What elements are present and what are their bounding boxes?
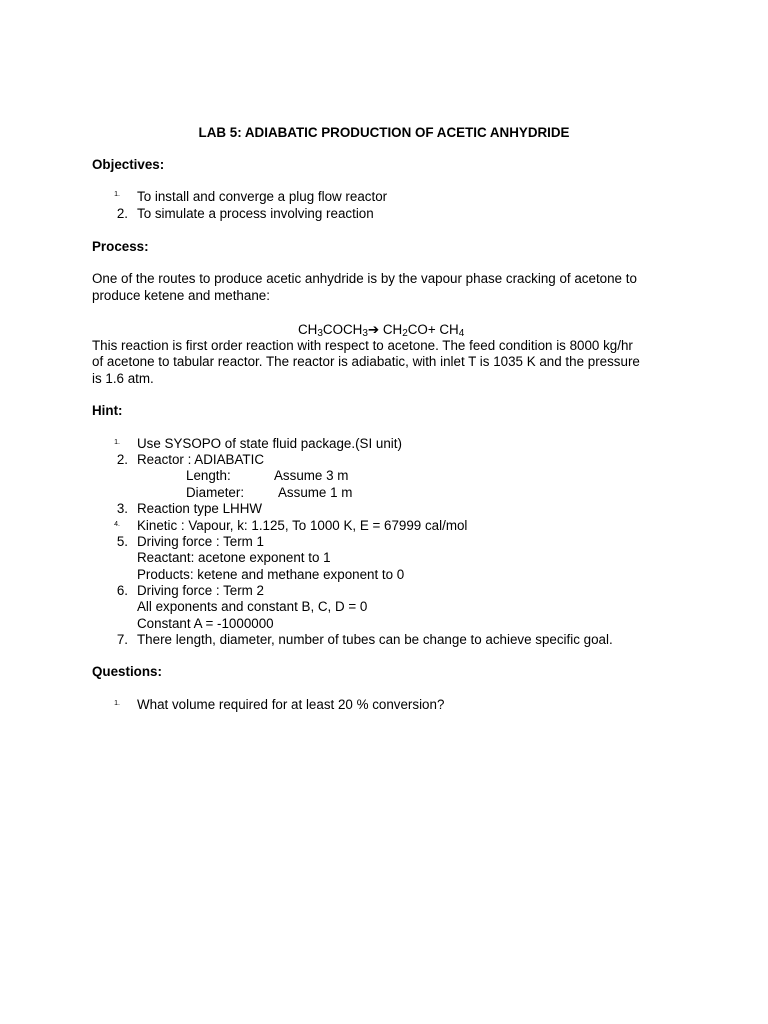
hint-item-1-text: Use SYSOPO of state fluid package.(SI unit) <box>137 436 402 451</box>
hint-item-4-number: 4. <box>114 521 120 528</box>
reactor-diameter-label: Diameter: <box>186 485 245 500</box>
hint-item-6-number: 6. <box>116 583 128 598</box>
objectives-item-2-number: 2. <box>116 206 128 221</box>
questions-item-1-text: What volume required for at least 20 % conversion? <box>137 697 445 712</box>
hint-item-3-text: Reaction type LHHW <box>137 501 263 516</box>
objectives-item-1-text: To install and converge a plug flow reactor <box>137 189 388 204</box>
questions-heading: Questions: <box>92 664 162 679</box>
questions-item-1-number: 1. <box>114 700 120 707</box>
reaction-equation: $CH_3COCH_3➔$ $CH_2CO+ CH_4$ <box>298 322 465 339</box>
hint-reactant-exponent: Reactant: acetone exponent to 1 <box>137 550 331 565</box>
process-paragraph-1-line-2: produce ketene and methane: <box>92 288 270 303</box>
objectives-heading: Objectives: <box>92 157 165 172</box>
hint-item-6-text: Driving force : Term 2 <box>137 583 265 598</box>
hint-all-exponents: All exponents and constant B, C, D = 0 <box>137 599 368 614</box>
hint-products-exponent: Products: ketene and methane exponent to 0 <box>137 567 405 582</box>
hint-heading: Hint: <box>92 403 123 418</box>
document-title: LAB 5: ADIABATIC PRODUCTION OF ACETIC ANHYDRIDE <box>198 125 570 140</box>
hint-item-1-number: 1. <box>114 439 120 446</box>
process-paragraph-1-line-1: One of the routes to produce acetic anhydride is by the vapour phase cracking of acetone to <box>92 271 637 286</box>
hint-item-4-text: Kinetic : Vapour, k: 1.125, To 1000 K, E = 67999 cal/mol <box>137 518 468 533</box>
process-paragraph-2-line-1: This reaction is first order reaction with respect to acetone. The feed condition is 8000 kg/hr <box>92 338 633 353</box>
process-heading: Process: <box>92 239 149 254</box>
hint-item-7-text: There length, diameter, number of tubes can be change to achieve specific goal. <box>137 632 613 647</box>
reactor-diameter-value: Assume 1 m <box>278 485 353 500</box>
hint-item-2-number: 2. <box>116 452 128 467</box>
reactor-length-label: Length: <box>186 468 231 483</box>
hint-item-5-text: Driving force : Term 1 <box>137 534 265 549</box>
process-paragraph-2-line-2: of acetone to tabular reactor. The reactor is adiabatic, with inlet T is 1035 K and the pressure <box>92 354 640 369</box>
reactor-length-value: Assume 3 m <box>274 468 349 483</box>
reaction-arrow-icon: ➔ <box>367 322 380 337</box>
hint-item-5-number: 5. <box>116 534 128 549</box>
objectives-item-1-number: 1. <box>114 191 120 198</box>
hint-item-2-text: Reactor : ADIABATIC <box>137 452 265 467</box>
hint-item-7-number: 7. <box>116 632 128 647</box>
hint-item-3-number: 3. <box>116 501 128 516</box>
objectives-item-2-text: To simulate a process involving reaction <box>137 206 374 221</box>
process-paragraph-2-line-3: is 1.6 atm. <box>92 371 154 386</box>
hint-constant-a: Constant A = -1000000 <box>137 616 274 631</box>
